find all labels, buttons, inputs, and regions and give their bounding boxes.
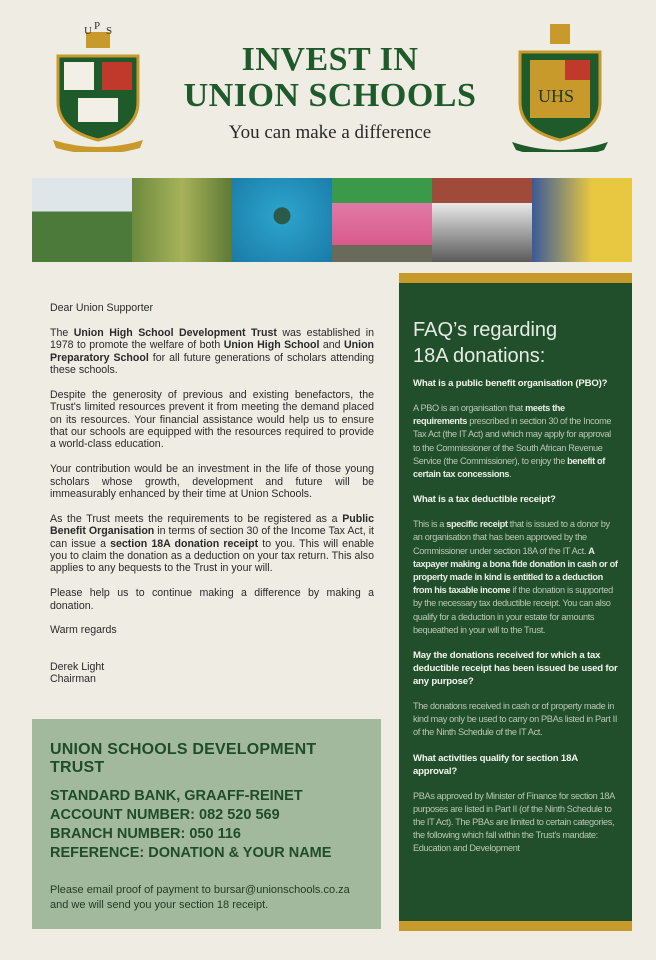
title-line-2: UNION SCHOOLS (183, 77, 477, 114)
page-title (170, 42, 490, 114)
uhs-crest-logo (510, 22, 610, 152)
svg-text:U: U (84, 25, 92, 37)
faq-question: What is a tax deductible receipt? (413, 494, 556, 506)
photo-costumed-pupils (332, 178, 432, 262)
trust-heading: UNION SCHOOLS DEVELOPMENT TRUST (50, 741, 317, 776)
bank-name: STANDARD BANK, GRAAFF-REINET (50, 788, 303, 804)
signature-block (50, 661, 374, 686)
text-segment: and (319, 339, 344, 352)
text-segment: This is a (413, 519, 447, 530)
text-segment: . (509, 469, 512, 480)
svg-text:P: P (94, 22, 101, 32)
text-segment: for all future generations of scholars attending these schools. (50, 351, 374, 377)
text-segment: prescribed in section 30 of the Income Tax Act (the IT Act) and which may apply for approval to the Commissioner of the South African Revenue Service (the Commissioner), to enjoy the (413, 416, 612, 466)
letter-paragraph (50, 327, 374, 377)
photo-swimmer (232, 178, 332, 262)
text-segment: to you. This will enable you to claim the donation as a deduction on your tax return. This also applies to any bequests to the Trust in your will. (50, 537, 374, 575)
branch-number: BRANCH NUMBER: 050 116 (50, 826, 241, 842)
faq-panel (399, 273, 632, 931)
text-segment: Despite the generosity of previous and existing benefactors, the Trust's limited resources prevent it from meeting the demand placed on its resources. Your financial assistance would help us to ensure that our schools are equipped with the resources required to provide a world-class education. (50, 388, 374, 451)
faq-answer (413, 402, 618, 481)
letter-closing: Warm regards (50, 624, 117, 637)
photo-strip (32, 178, 632, 262)
account-number: ACCOUNT NUMBER: 082 520 569 (50, 807, 280, 823)
bold-text: meets the requirements (413, 403, 565, 427)
faq-answer (413, 790, 618, 856)
subtitle: You can make a difference (228, 122, 432, 143)
photo-seated-pupils (432, 178, 532, 262)
photo-climbing-child (532, 178, 632, 262)
faq-title (413, 317, 618, 369)
bold-text: benefit of certain tax concessions (413, 455, 605, 480)
letter-greeting: Dear Union Supporter (50, 302, 154, 314)
bold-text: section 18A donation receipt (110, 537, 259, 550)
bold-text: Union High School (223, 339, 320, 352)
letter-paragraph (50, 389, 374, 451)
text-segment: if the donation is supported by the necessary tax deductible receipt. You can also qualify for a deduction in your estate for amounts bequeathed in your will to the Trust. (413, 585, 613, 635)
faq-question: What is a public benefit organisation (PBO)? (413, 378, 608, 389)
faq-title-line-2: 18A donations: (413, 345, 546, 367)
bold-text: A taxpayer making a bona fide donation in cash or of property made in kind is entitled to a deduction from his taxable income (413, 545, 618, 596)
letter-paragraph (50, 463, 374, 500)
text-segment: that is issued to a donor by an organisation that has been approved by the Commissioner under section 18A of the IT Act. (413, 519, 610, 556)
payment-reference: REFERENCE: DONATION & YOUR NAME (50, 845, 332, 861)
letter-paragraph (50, 513, 374, 575)
photo-hockey-player (132, 178, 232, 262)
bold-text: Public Benefit Organisation (50, 512, 374, 538)
banking-details-box (32, 719, 381, 929)
faq-answer (413, 518, 618, 637)
text-segment: Your contribution would be an investment in the life of those young scholars whose growth, development and future will be immeasurably enhanced by their time at Union Schools. (50, 463, 374, 501)
text-segment: The donations received in cash or of property made in kind may only be used to carry on PBAs listed in Part II of the Ninth Schedule of the IT Act. (413, 701, 618, 738)
svg-text:UHS: UHS (538, 86, 575, 106)
faq-title-line-1: FAQ’s regarding (413, 319, 558, 341)
svg-text:S: S (106, 25, 113, 37)
bold-text: Union High School Development Trust (73, 326, 277, 339)
bold-text: Union Preparatory School (50, 339, 375, 364)
text-segment: A PBO is an organisation that (413, 403, 526, 413)
faq-answer (413, 700, 618, 740)
faq-question: What activities qualify for section 18A approval? (413, 752, 578, 777)
payment-note: Please email proof of payment to bursar@unionschools.co.za and we will send you your section 18 receipt. (50, 884, 350, 911)
signer-title: Chairman (50, 673, 96, 686)
letter-paragraph (50, 587, 374, 612)
text-segment: was established in 1978 to promote the welfare of both (50, 326, 374, 352)
text-segment: PBAs approved by Minister of Finance for section 18A purposes are listed in Part II (of the Ninth Schedule to the IT Act). The PBAs are limited to certain categories, the following which fall within the Trust’s mandate: Education and Development (413, 790, 615, 854)
text-segment: Please help us to continue making a difference by making a donation. (50, 587, 374, 612)
text-segment: The (50, 326, 74, 339)
letter (50, 302, 374, 686)
text-segment: As the Trust meets the requirements to be registered as a (50, 512, 343, 525)
text-segment: in terms of section 30 of the Income Tax Act, it can issue a (50, 525, 374, 550)
bold-text: specific receipt (446, 519, 508, 530)
signer-name: Derek Light (50, 660, 105, 673)
photo-hockey-match (32, 178, 132, 262)
faq-question: May the donations received for which a tax deductible receipt has been issued be used for any purpose? (413, 650, 618, 688)
ups-crest-logo (48, 22, 148, 152)
title-line-1: INVEST IN (241, 41, 419, 78)
